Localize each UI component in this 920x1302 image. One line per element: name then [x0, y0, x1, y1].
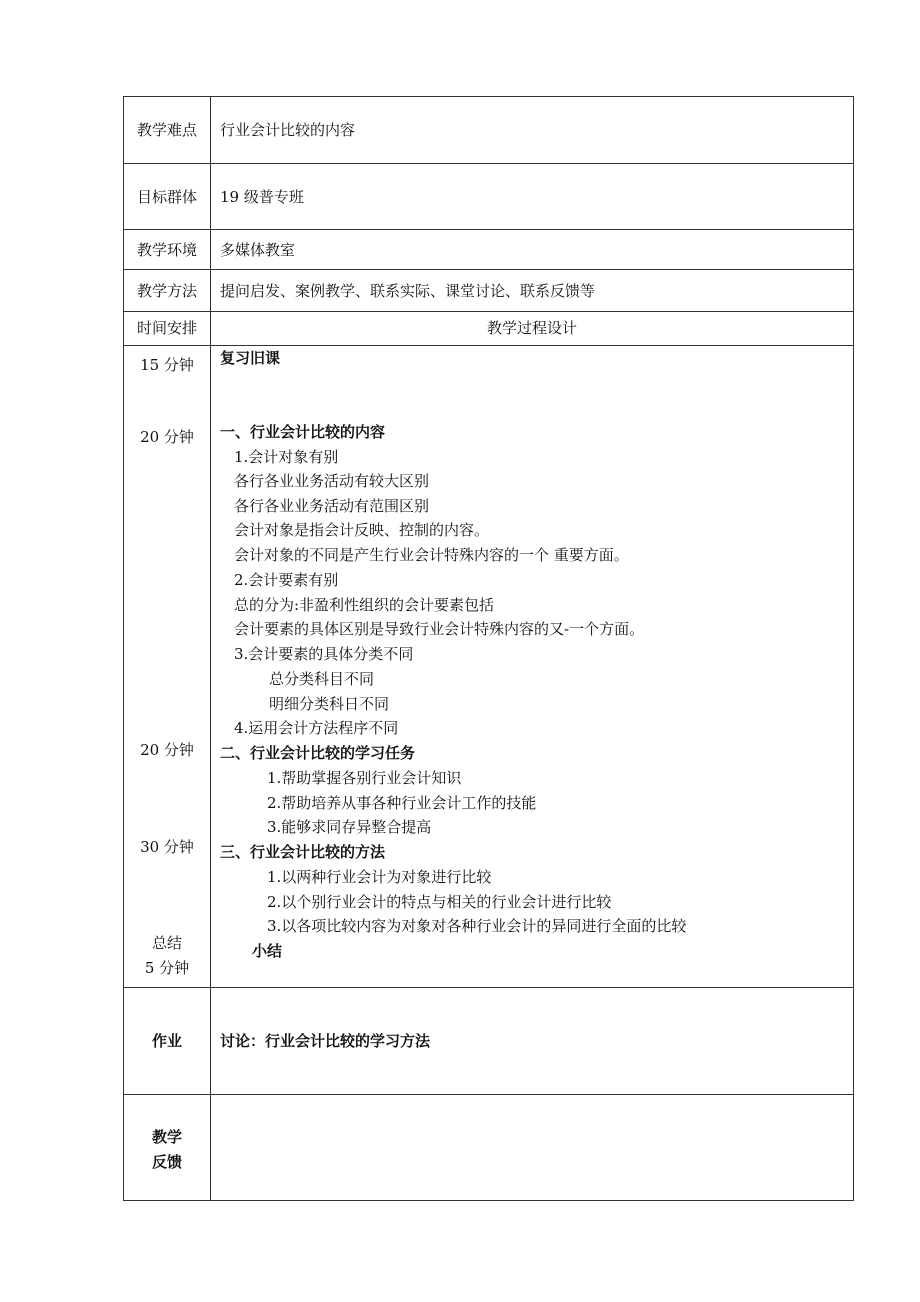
process-header: 教学过程设计	[486, 319, 577, 337]
list-item: 明细分类科日不同	[269, 695, 390, 713]
section-3-title: 三、行业会计比较的方法	[220, 843, 386, 861]
list-item: 总的分为:非盈利性组织的会计要素包括	[234, 596, 495, 614]
list-item: 会计对象是指会计反映、控制的内容。	[234, 521, 490, 539]
feedback-label: 教学	[151, 1128, 182, 1146]
list-item: 总分类科目不同	[269, 670, 375, 688]
summary-time-label: 总结	[151, 934, 182, 952]
list-item: 4.运用会计方法程序不同	[234, 719, 399, 737]
lesson-plan-table	[123, 96, 854, 1201]
row-divider	[124, 311, 853, 312]
environment-value: 多媒体教室	[220, 241, 296, 259]
row-divider	[124, 229, 853, 230]
list-item: 2.以个别行业会计的特点与相关的行业会计进行比较	[267, 893, 612, 911]
list-item: 2.帮助培养从事各种行业会计工作的技能	[267, 794, 537, 812]
column-divider	[210, 97, 211, 1200]
difficulty-value: 行业会计比较的内容	[220, 121, 356, 139]
row-divider	[124, 163, 853, 164]
time-header: 时间安排	[136, 319, 197, 337]
time-slot: 30 分钟	[140, 838, 194, 856]
list-item: 1.以两种行业会计为对象进行比较	[267, 868, 492, 886]
target-label: 目标群体	[136, 188, 197, 206]
list-item: 3.会计要素的具体分类不同	[234, 645, 414, 663]
list-item: 3.能够求同存异整合提高	[267, 818, 432, 836]
time-slot: 15 分钟	[140, 356, 194, 374]
target-value: 19 级普专班	[220, 188, 304, 206]
list-item: 各行各业业务活动有较大区别	[234, 472, 430, 490]
list-item: 2.会计要素有别	[234, 571, 339, 589]
review-heading: 复习旧课	[220, 349, 281, 367]
row-divider	[124, 269, 853, 270]
list-item: 会计对象的不同是产生行业会计特殊内容的一个 重要方面。	[234, 546, 629, 564]
list-item: 各行各业业务活动有范围区别	[234, 497, 430, 515]
time-slot: 20 分钟	[140, 428, 194, 446]
section-1-title: 一、行业会计比较的内容	[220, 423, 386, 441]
list-item: 1.会计对象有别	[234, 448, 339, 466]
section-2-title: 二、行业会计比较的学习任务	[220, 744, 416, 762]
row-divider	[124, 345, 853, 346]
difficulty-label: 教学难点	[136, 121, 197, 139]
summary-time-value: 5 分钟	[144, 959, 190, 977]
feedback-label: 反馈	[151, 1153, 182, 1171]
list-item: 1.帮助掌握各别行业会计知识	[267, 769, 462, 787]
row-divider	[124, 987, 853, 988]
homework-label: 作业	[151, 1032, 182, 1050]
method-value: 提问启发、案例教学、联系实际、课堂讨论、联系反馈等	[220, 282, 596, 300]
homework-value: 讨论：行业会计比较的学习方法	[220, 1032, 431, 1050]
list-item: 会计要素的具体区别是导致行业会计特殊内容的又-一个方面。	[234, 620, 645, 638]
feedback-content-cell	[211, 1095, 853, 1200]
summary-heading: 小结	[252, 942, 283, 960]
list-item: 3.以各项比较内容为对象对各种行业会计的异同进行全面的比较	[267, 917, 687, 935]
time-slot: 20 分钟	[140, 741, 194, 759]
environment-label: 教学环境	[136, 241, 197, 259]
method-label: 教学方法	[136, 282, 197, 300]
